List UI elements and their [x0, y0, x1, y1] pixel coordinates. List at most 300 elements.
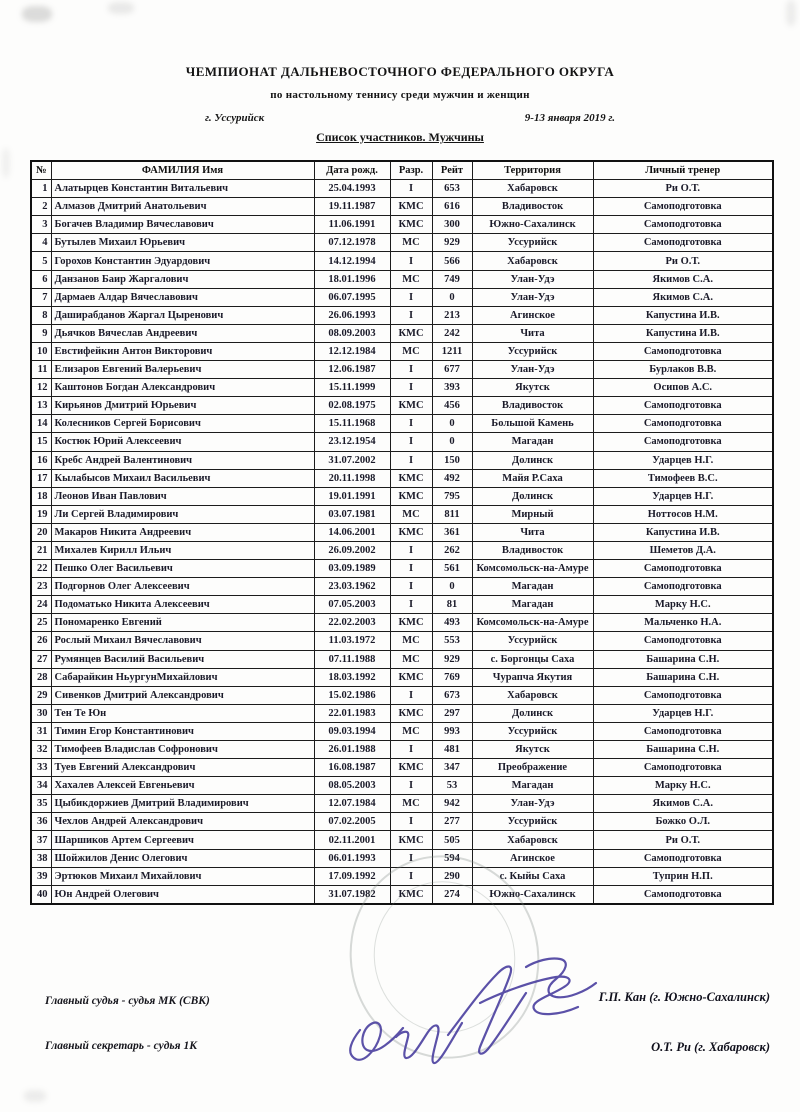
table-row: [31, 234, 773, 252]
event-city: г. Уссурийск: [205, 112, 265, 124]
cell: 17: [31, 469, 51, 487]
participants-body: [31, 180, 773, 904]
cell: Долинск: [472, 487, 593, 505]
cell: Ли Сергей Владимирович: [51, 505, 314, 523]
cell: 08.05.2003: [314, 777, 390, 795]
cell: Комсомольск-на-Амуре: [472, 614, 593, 632]
cell: Владивосток: [472, 541, 593, 559]
cell: 37: [31, 831, 51, 849]
cell: Большой Камень: [472, 415, 593, 433]
cell: Чита: [472, 324, 593, 342]
cell: 566: [432, 252, 472, 270]
column-header: №: [31, 161, 51, 180]
cell: 06.01.1993: [314, 849, 390, 867]
cell: Тимофеев В.С.: [593, 469, 773, 487]
cell: I: [390, 596, 432, 614]
cell: 15.11.1968: [314, 415, 390, 433]
cell: 18: [31, 487, 51, 505]
scan-artifact: [786, 0, 796, 26]
table-row: [31, 541, 773, 559]
cell: КМС: [390, 759, 432, 777]
cell: 11: [31, 361, 51, 379]
cell: Капустина И.В.: [593, 523, 773, 541]
cell: 4: [31, 234, 51, 252]
cell: Южно-Сахалинск: [472, 885, 593, 904]
cell: Осипов А.С.: [593, 379, 773, 397]
cell: 03.09.1989: [314, 560, 390, 578]
cell: Якимов С.А.: [593, 288, 773, 306]
cell: 297: [432, 704, 472, 722]
chief-secretary-label: Главный секретарь - судья 1К: [45, 1040, 198, 1052]
table-row: [31, 342, 773, 360]
cell: 2: [31, 198, 51, 216]
cell: 1211: [432, 342, 472, 360]
cell: Самоподготовка: [593, 433, 773, 451]
chief-judge-label: Главный судья - судья МК (СВК): [45, 995, 210, 1007]
cell: 493: [432, 614, 472, 632]
document-subtitle: по настольному теннису среди мужчин и женщин: [270, 89, 530, 101]
cell: 30: [31, 704, 51, 722]
chief-secretary-name: О.Т. Ри (г. Хабаровск): [651, 1040, 770, 1054]
cell: 393: [432, 379, 472, 397]
table-row: [31, 722, 773, 740]
cell: Дармаев Алдар Вячеславович: [51, 288, 314, 306]
cell: I: [390, 306, 432, 324]
cell: 31.07.2002: [314, 451, 390, 469]
cell: 26.06.1993: [314, 306, 390, 324]
cell: Башарина С.Н.: [593, 741, 773, 759]
cell: 15: [31, 433, 51, 451]
cell: Самоподготовка: [593, 216, 773, 234]
cell: 18.03.1992: [314, 668, 390, 686]
cell: 36: [31, 813, 51, 831]
cell: I: [390, 288, 432, 306]
cell: Якутск: [472, 741, 593, 759]
cell: 274: [432, 885, 472, 904]
cell: 12.06.1987: [314, 361, 390, 379]
cell: 14.06.2001: [314, 523, 390, 541]
cell: 20.11.1998: [314, 469, 390, 487]
cell: I: [390, 361, 432, 379]
table-row: [31, 578, 773, 596]
cell: 769: [432, 668, 472, 686]
cell: I: [390, 849, 432, 867]
cell: с. Боргонцы Саха: [472, 650, 593, 668]
table-row: [31, 596, 773, 614]
cell: 14: [31, 415, 51, 433]
cell: 594: [432, 849, 472, 867]
cell: 993: [432, 722, 472, 740]
cell: 81: [432, 596, 472, 614]
cell: 13: [31, 397, 51, 415]
cell: 15.02.1986: [314, 686, 390, 704]
cell: Чурапча Якутия: [472, 668, 593, 686]
cell: Хахалев Алексей Евгеньевич: [51, 777, 314, 795]
cell: 34: [31, 777, 51, 795]
cell: 38: [31, 849, 51, 867]
cell: Самоподготовка: [593, 234, 773, 252]
cell: Пешко Олег Васильевич: [51, 560, 314, 578]
scan-artifact: [108, 2, 134, 14]
table-row: [31, 433, 773, 451]
cell: 677: [432, 361, 472, 379]
cell: Ударцев Н.Г.: [593, 704, 773, 722]
cell: Уссурийск: [472, 234, 593, 252]
table-row: [31, 505, 773, 523]
cell: Майя Р.Саха: [472, 469, 593, 487]
cell: I: [390, 578, 432, 596]
cell: КМС: [390, 487, 432, 505]
cell: Чита: [472, 523, 593, 541]
table-row: [31, 198, 773, 216]
cell: Евстифейкин Антон Викторович: [51, 342, 314, 360]
cell: Ноттосов Н.М.: [593, 505, 773, 523]
cell: Уссурийск: [472, 813, 593, 831]
cell: 27: [31, 650, 51, 668]
cell: 33: [31, 759, 51, 777]
cell: I: [390, 541, 432, 559]
cell: Шаршиков Артем Сергеевич: [51, 831, 314, 849]
cell: 12.12.1984: [314, 342, 390, 360]
cell: Сабарайкин НьургунМихайлович: [51, 668, 314, 686]
cell: 25.04.1993: [314, 180, 390, 198]
cell: 12.07.1984: [314, 795, 390, 813]
cell: Долинск: [472, 451, 593, 469]
cell: 213: [432, 306, 472, 324]
cell: Юн Андрей Олегович: [51, 885, 314, 904]
cell: Эртюков Михаил Михайлович: [51, 867, 314, 885]
cell: Рослый Михаил Вячеславович: [51, 632, 314, 650]
table-row: [31, 288, 773, 306]
cell: КМС: [390, 397, 432, 415]
cell: 347: [432, 759, 472, 777]
cell: Башарина С.Н.: [593, 650, 773, 668]
cell: КМС: [390, 614, 432, 632]
cell: Данзанов Баир Жаргалович: [51, 270, 314, 288]
cell: Самоподготовка: [593, 686, 773, 704]
cell: Михалев Кирилл Ильич: [51, 541, 314, 559]
cell: 28: [31, 668, 51, 686]
table-row: [31, 397, 773, 415]
cell: Капустина И.В.: [593, 306, 773, 324]
cell: 10: [31, 342, 51, 360]
cell: 09.03.1994: [314, 722, 390, 740]
table-row: [31, 487, 773, 505]
cell: Ри О.Т.: [593, 831, 773, 849]
cell: 492: [432, 469, 472, 487]
cell: 0: [432, 578, 472, 596]
cell: Башарина С.Н.: [593, 668, 773, 686]
cell: Самоподготовка: [593, 415, 773, 433]
cell: Самоподготовка: [593, 397, 773, 415]
scan-artifact: [2, 148, 10, 178]
cell: Долинск: [472, 704, 593, 722]
scan-artifact: [24, 1090, 46, 1102]
cell: 16: [31, 451, 51, 469]
place-date-row: [100, 112, 700, 128]
cell: 39: [31, 867, 51, 885]
cell: 811: [432, 505, 472, 523]
column-header: Территория: [472, 161, 593, 180]
cell: Улан-Удэ: [472, 288, 593, 306]
cell: Костюк Юрий Алексеевич: [51, 433, 314, 451]
cell: 5: [31, 252, 51, 270]
cell: 616: [432, 198, 472, 216]
cell: Румянцев Василий Васильевич: [51, 650, 314, 668]
cell: I: [390, 180, 432, 198]
cell: Макаров Никита Андреевич: [51, 523, 314, 541]
cell: I: [390, 379, 432, 397]
cell: МС: [390, 234, 432, 252]
cell: МС: [390, 722, 432, 740]
table-row: [31, 270, 773, 288]
cell: Подоматько Никита Алексеевич: [51, 596, 314, 614]
document-title: ЧЕМПИОНАТ ДАЛЬНЕВОСТОЧНОГО ФЕДЕРАЛЬНОГО ОКРУГА: [185, 64, 615, 79]
cell: Ударцев Н.Г.: [593, 451, 773, 469]
table-row: [31, 324, 773, 342]
cell: Уссурийск: [472, 722, 593, 740]
table-row: [31, 252, 773, 270]
cell: Хабаровск: [472, 686, 593, 704]
cell: 12: [31, 379, 51, 397]
cell: Шеметов Д.А.: [593, 541, 773, 559]
cell: I: [390, 777, 432, 795]
cell: Уссурийск: [472, 342, 593, 360]
cell: КМС: [390, 469, 432, 487]
cell: Туприн Н.П.: [593, 867, 773, 885]
cell: Пономаренко Евгений: [51, 614, 314, 632]
cell: Шойжилов Денис Олегович: [51, 849, 314, 867]
cell: 15.11.1999: [314, 379, 390, 397]
cell: 31.07.1982: [314, 885, 390, 904]
cell: 561: [432, 560, 472, 578]
cell: Улан-Удэ: [472, 270, 593, 288]
cell: КМС: [390, 523, 432, 541]
cell: 9: [31, 324, 51, 342]
cell: I: [390, 560, 432, 578]
cell: 02.08.1975: [314, 397, 390, 415]
table-row: [31, 180, 773, 198]
cell: 8: [31, 306, 51, 324]
table-row: [31, 216, 773, 234]
cell: Владивосток: [472, 198, 593, 216]
cell: Самоподготовка: [593, 849, 773, 867]
cell: Якимов С.А.: [593, 795, 773, 813]
cell: 553: [432, 632, 472, 650]
cell: 11.03.1972: [314, 632, 390, 650]
cell: Ри О.Т.: [593, 252, 773, 270]
cell: 749: [432, 270, 472, 288]
table-row: [31, 650, 773, 668]
cell: I: [390, 813, 432, 831]
table-row: [31, 686, 773, 704]
table-row: [31, 560, 773, 578]
cell: Подгорнов Олег Алексеевич: [51, 578, 314, 596]
cell: Даширабданов Жаргал Цыренович: [51, 306, 314, 324]
cell: Самоподготовка: [593, 198, 773, 216]
cell: 19.01.1991: [314, 487, 390, 505]
cell: 25: [31, 614, 51, 632]
cell: 26: [31, 632, 51, 650]
table-row: [31, 704, 773, 722]
participants-table: [30, 160, 774, 905]
cell: Сивенков Дмитрий Александрович: [51, 686, 314, 704]
table-row: [31, 831, 773, 849]
cell: 23.03.1962: [314, 578, 390, 596]
cell: 02.11.2001: [314, 831, 390, 849]
cell: Магадан: [472, 433, 593, 451]
table-row: [31, 759, 773, 777]
column-header: Дата рожд.: [314, 161, 390, 180]
cell: 06.07.1995: [314, 288, 390, 306]
table-row: [31, 379, 773, 397]
cell: 16.08.1987: [314, 759, 390, 777]
cell: Якутск: [472, 379, 593, 397]
cell: Преображение: [472, 759, 593, 777]
table-row: [31, 777, 773, 795]
cell: Алмазов Дмитрий Анатольевич: [51, 198, 314, 216]
cell: 23.12.1954: [314, 433, 390, 451]
table-row: [31, 668, 773, 686]
cell: I: [390, 415, 432, 433]
cell: Цыбикдоржиев Дмитрий Владимирович: [51, 795, 314, 813]
table-row: [31, 469, 773, 487]
cell: Самоподготовка: [593, 560, 773, 578]
cell: 32: [31, 741, 51, 759]
cell: 7: [31, 288, 51, 306]
column-header: ФАМИЛИЯ Имя: [51, 161, 314, 180]
cell: Дьячков Вячеслав Андреевич: [51, 324, 314, 342]
column-header: Разр.: [390, 161, 432, 180]
cell: с. Кыйы Саха: [472, 867, 593, 885]
cell: 14.12.1994: [314, 252, 390, 270]
cell: Тимин Егор Константинович: [51, 722, 314, 740]
cell: Самоподготовка: [593, 578, 773, 596]
cell: Магадан: [472, 578, 593, 596]
cell: 19: [31, 505, 51, 523]
cell: Агинское: [472, 849, 593, 867]
cell: Чехлов Андрей Александрович: [51, 813, 314, 831]
cell: 07.12.1978: [314, 234, 390, 252]
cell: 673: [432, 686, 472, 704]
cell: Бутылев Михаил Юрьевич: [51, 234, 314, 252]
cell: 290: [432, 867, 472, 885]
cell: 26.01.1988: [314, 741, 390, 759]
cell: Комсомольск-на-Амуре: [472, 560, 593, 578]
cell: КМС: [390, 668, 432, 686]
cell: Богачев Владимир Вячеславович: [51, 216, 314, 234]
cell: 18.01.1996: [314, 270, 390, 288]
cell: I: [390, 252, 432, 270]
cell: Хабаровск: [472, 252, 593, 270]
cell: Самоподготовка: [593, 759, 773, 777]
table-row: [31, 451, 773, 469]
cell: 07.11.1988: [314, 650, 390, 668]
cell: 262: [432, 541, 472, 559]
cell: Южно-Сахалинск: [472, 216, 593, 234]
cell: Капустина И.В.: [593, 324, 773, 342]
table-row: [31, 415, 773, 433]
table-row: [31, 614, 773, 632]
cell: Алатырцев Константин Витальевич: [51, 180, 314, 198]
cell: Самоподготовка: [593, 632, 773, 650]
cell: Ударцев Н.Г.: [593, 487, 773, 505]
cell: МС: [390, 270, 432, 288]
cell: 942: [432, 795, 472, 813]
cell: МС: [390, 505, 432, 523]
cell: 17.09.1992: [314, 867, 390, 885]
cell: Божко О.Л.: [593, 813, 773, 831]
cell: I: [390, 741, 432, 759]
cell: МС: [390, 795, 432, 813]
cell: Магадан: [472, 777, 593, 795]
cell: Кирьянов Дмитрий Юрьевич: [51, 397, 314, 415]
cell: Бурлаков В.В.: [593, 361, 773, 379]
table-row: [31, 361, 773, 379]
table-row: [31, 741, 773, 759]
cell: 6: [31, 270, 51, 288]
cell: Кылабысов Михаил Васильевич: [51, 469, 314, 487]
cell: 26.09.2002: [314, 541, 390, 559]
cell: КМС: [390, 198, 432, 216]
cell: Мирный: [472, 505, 593, 523]
cell: Елизаров Евгений Валерьевич: [51, 361, 314, 379]
cell: Тимофеев Владислав Софронович: [51, 741, 314, 759]
cell: Колесников Сергей Борисович: [51, 415, 314, 433]
cell: 40: [31, 885, 51, 904]
cell: 19.11.1987: [314, 198, 390, 216]
cell: Хабаровск: [472, 180, 593, 198]
table-row: [31, 813, 773, 831]
cell: 0: [432, 415, 472, 433]
cell: МС: [390, 632, 432, 650]
cell: 24: [31, 596, 51, 614]
table-row: [31, 523, 773, 541]
cell: Кребс Андрей Валентинович: [51, 451, 314, 469]
cell: 23: [31, 578, 51, 596]
cell: Горохов Константин Эдуардович: [51, 252, 314, 270]
cell: 150: [432, 451, 472, 469]
cell: 03.07.1981: [314, 505, 390, 523]
cell: 300: [432, 216, 472, 234]
cell: КМС: [390, 831, 432, 849]
cell: Марку Н.С.: [593, 596, 773, 614]
cell: Самоподготовка: [593, 722, 773, 740]
cell: Улан-Удэ: [472, 795, 593, 813]
cell: 242: [432, 324, 472, 342]
column-header: Рейт: [432, 161, 472, 180]
cell: МС: [390, 650, 432, 668]
header-row: [31, 161, 773, 180]
cell: КМС: [390, 216, 432, 234]
cell: 20: [31, 523, 51, 541]
cell: I: [390, 867, 432, 885]
cell: Туев Евгений Александрович: [51, 759, 314, 777]
cell: 29: [31, 686, 51, 704]
cell: Агинское: [472, 306, 593, 324]
cell: КМС: [390, 885, 432, 904]
cell: 277: [432, 813, 472, 831]
cell: Марку Н.С.: [593, 777, 773, 795]
cell: Хабаровск: [472, 831, 593, 849]
cell: 795: [432, 487, 472, 505]
cell: Леонов Иван Павлович: [51, 487, 314, 505]
cell: 505: [432, 831, 472, 849]
cell: 1: [31, 180, 51, 198]
cell: 929: [432, 234, 472, 252]
cell: КМС: [390, 324, 432, 342]
cell: Тен Те Юн: [51, 704, 314, 722]
